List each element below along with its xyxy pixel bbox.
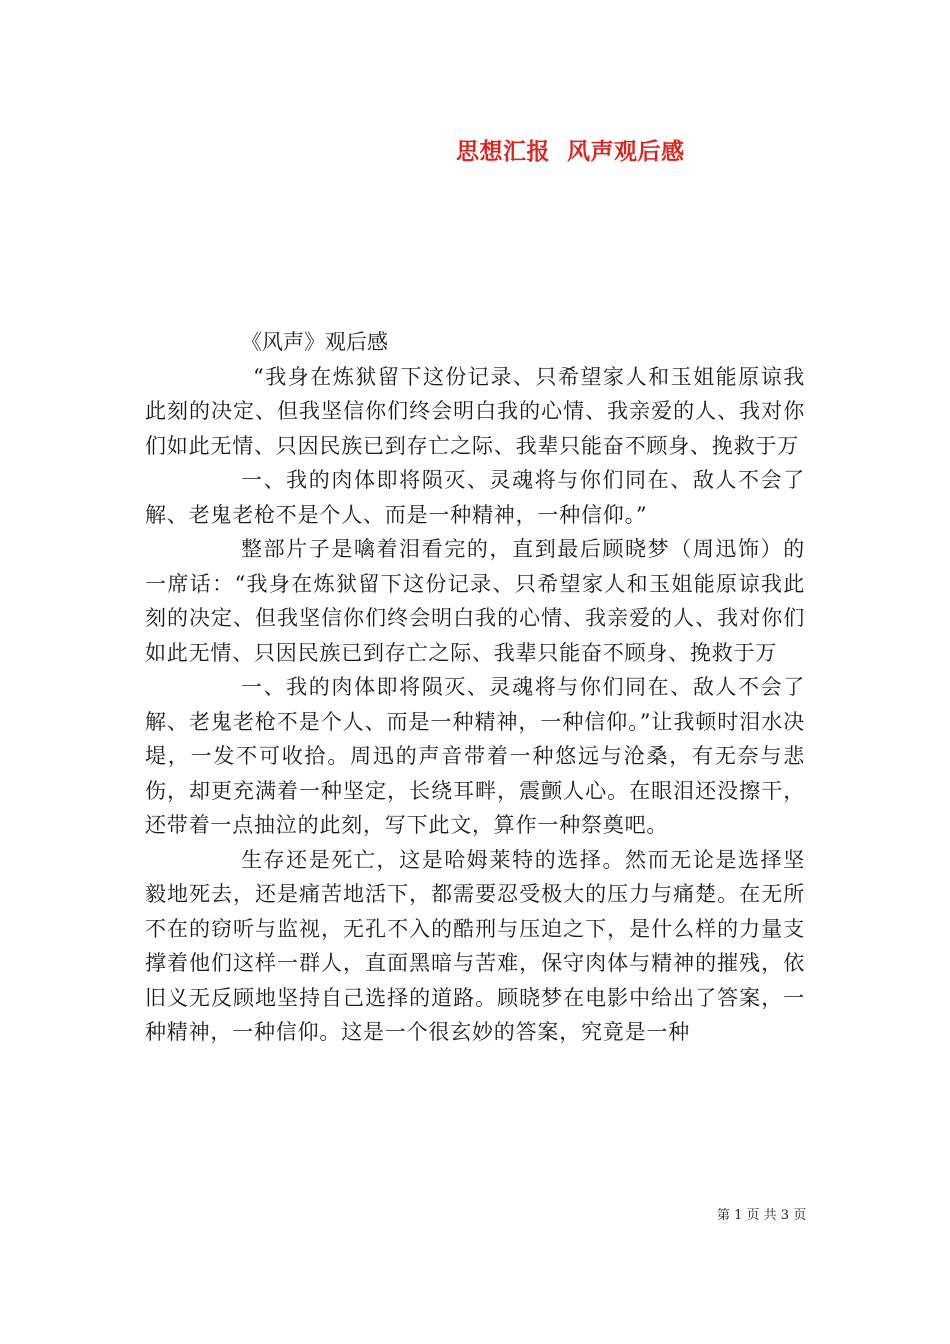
document-subtitle: 《风声》观后感 [241,330,388,354]
paragraph-3: 整部片子是噙着泪看完的，直到最后顾晓梦（周迅饰）的一席话：“我身在炼狱留下这份记录、只希望家人和玉姐能原谅我此刻的决定、但我坚信你们终会明白我的心情、我亲爱的人、我对你们如此无情、只因民族已到存亡之际、我辈只能奋不顾身、挽救于万 [145,537,805,665]
page-number-footer: 第 1 页 共 3 页 [717,1208,807,1223]
paragraph-2: 一、我的肉体即将陨灭、灵魂将与你们同在、敌人不会了解、老鬼老枪不是个人、而是一种精神，一种信仰。” [145,468,805,527]
paragraph-1: “我身在炼狱留下这份记录、只希望家人和玉姐能原谅我此刻的决定、但我坚信你们终会明白我的心情、我亲爱的人、我对你们如此无情、只因民族已到存亡之际、我辈只能奋不顾身、挽救于万 [145,364,805,458]
paragraph-5: 生存还是死亡，这是哈姆莱特的选择。然而无论是选择坚毅地死去，还是痛苦地活下，都需要忍受极大的压力与痛楚。在无所不在的窃听与监视，无孔不入的酷刑与压迫之下，是什么样的力量支撑着他们这样一群人，直面黑暗与苦难，保守肉体与精神的摧残，依旧义无反顾地坚持自己选择的道路。顾晓梦在电影中给出了答案，一种精神，一种信仰。这是一个很玄妙的答案，究竟是一种 [145,847,805,1044]
document-title: 思想汇报 风声观后感 [456,139,685,165]
paragraph-4: 一、我的肉体即将陨灭、灵魂将与你们同在、敌人不会了解、老鬼老枪不是个人、而是一种精神，一种信仰。”让我顿时泪水决堤，一发不可收拾。周迅的声音带着一种悠远与沧桑，有无奈与悲伤，却更充满着一种坚定，长绕耳畔，震颤人心。在眼泪还没擦干，还带着一点抽泣的此刻，写下此文，算作一种祭奠吧。 [145,675,805,837]
document-body [145,325,805,1050]
